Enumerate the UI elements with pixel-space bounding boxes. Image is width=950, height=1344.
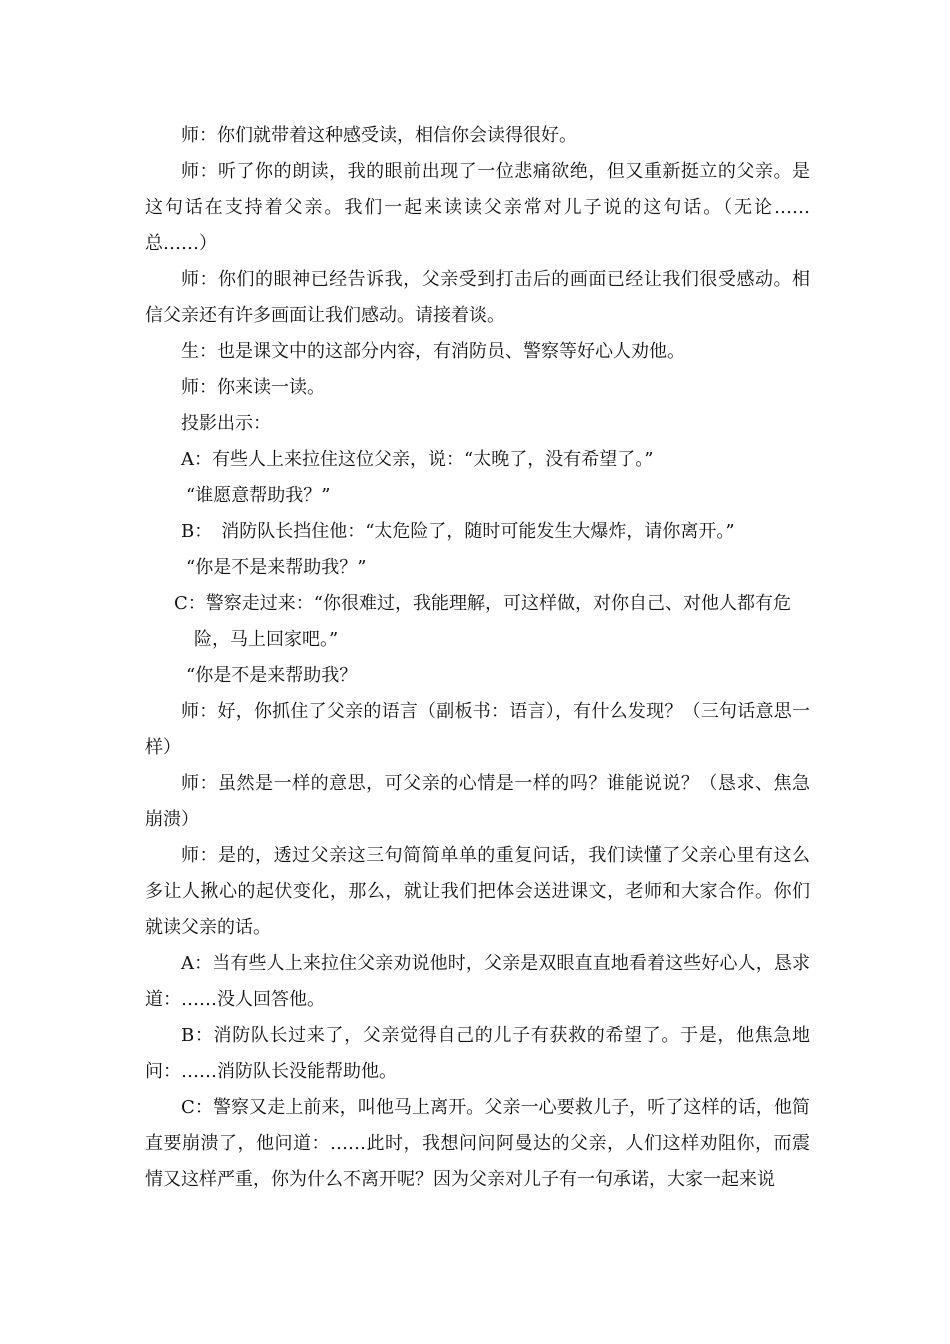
paragraph-student: 生：也是课文中的这部分内容，有消防员、警察等好心人劝他。 xyxy=(181,341,685,362)
paragraph-c-narration: C：警察又走上前来，叫他马上离开。父亲一心要救儿子，听了这样的话，他简直要崩溃了，他问道：……此时，我想问问阿曼达的父亲，人们这样劝阻你，而震情又这样严重，你为什么不离开呢？因为父亲对儿子有一句承诺，大家一起来说 xyxy=(145,1097,810,1190)
paragraph-c-line-1: C：警察走过来：“你很难过，我能理解，可这样做，对你自己、对他人都有危 xyxy=(174,593,791,614)
paragraph-b-quote: B： 消防队长挡住他：“太危险了，随时可能发生大爆炸，请你离开。” xyxy=(181,521,735,542)
paragraph-c-quote xyxy=(174,586,811,658)
paragraph-a-reply: “谁愿意帮助我？” xyxy=(186,485,331,506)
paragraph-teacher-feeling: 师：你们就带着这种感受读，相信你会读得很好。 xyxy=(181,125,577,146)
paragraph-teacher-mood: 师：虽然是一样的意思，可父亲的心情是一样的吗？谁能说说？（恳求、焦急崩溃） xyxy=(145,773,810,830)
paragraph-teacher-read: 师：你来读一读。 xyxy=(181,377,325,398)
paragraph-c-reply: “你是不是来帮助我？ xyxy=(186,665,358,686)
paragraph-a-quote: A：有些人上来拉住这位父亲，说：“太晚了，没有希望了。” xyxy=(181,449,654,470)
paragraph-projection: 投影出示： xyxy=(181,413,271,434)
paragraph-teacher-cooperate: 师：是的，透过父亲这三句简简单单的重复问话，我们读懂了父亲心里有这么多让人揪心的起伏变化，那么，就让我们把体会送进课文，老师和大家合作。你们就读父亲的话。 xyxy=(145,845,810,938)
paragraph-teacher-reading: 师：听了你的朗读，我的眼前出现了一位悲痛欲绝，但又重新挺立的父亲。是这句话在支持着父亲。我们一起来读读父亲常对儿子说的这句话。（无论……总……） xyxy=(145,161,810,254)
paragraph-b-reply: “你是不是来帮助我？” xyxy=(186,557,367,578)
paragraph-teacher-language: 师：好，你抓住了父亲的语言（副板书：语言），有什么发现？（三句话意思一样） xyxy=(145,701,810,758)
paragraph-b-narration: B：消防队长过来了，父亲觉得自己的儿子有获救的希望了。于是，他焦急地问：……消防队长没能帮助他。 xyxy=(145,1025,810,1082)
paragraph-c-line-2: 险，马上回家吧。” xyxy=(194,629,339,650)
paragraph-a-narration: A：当有些人上来拉住父亲劝说他时，父亲是双眼直直地看着这些好心人，恳求道：……没人回答他。 xyxy=(145,953,810,1010)
paragraph-teacher-eyes: 师：你们的眼神已经告诉我，父亲受到打击后的画面已经让我们很受感动。相信父亲还有许多画面让我们感动。请接着谈。 xyxy=(145,269,810,326)
